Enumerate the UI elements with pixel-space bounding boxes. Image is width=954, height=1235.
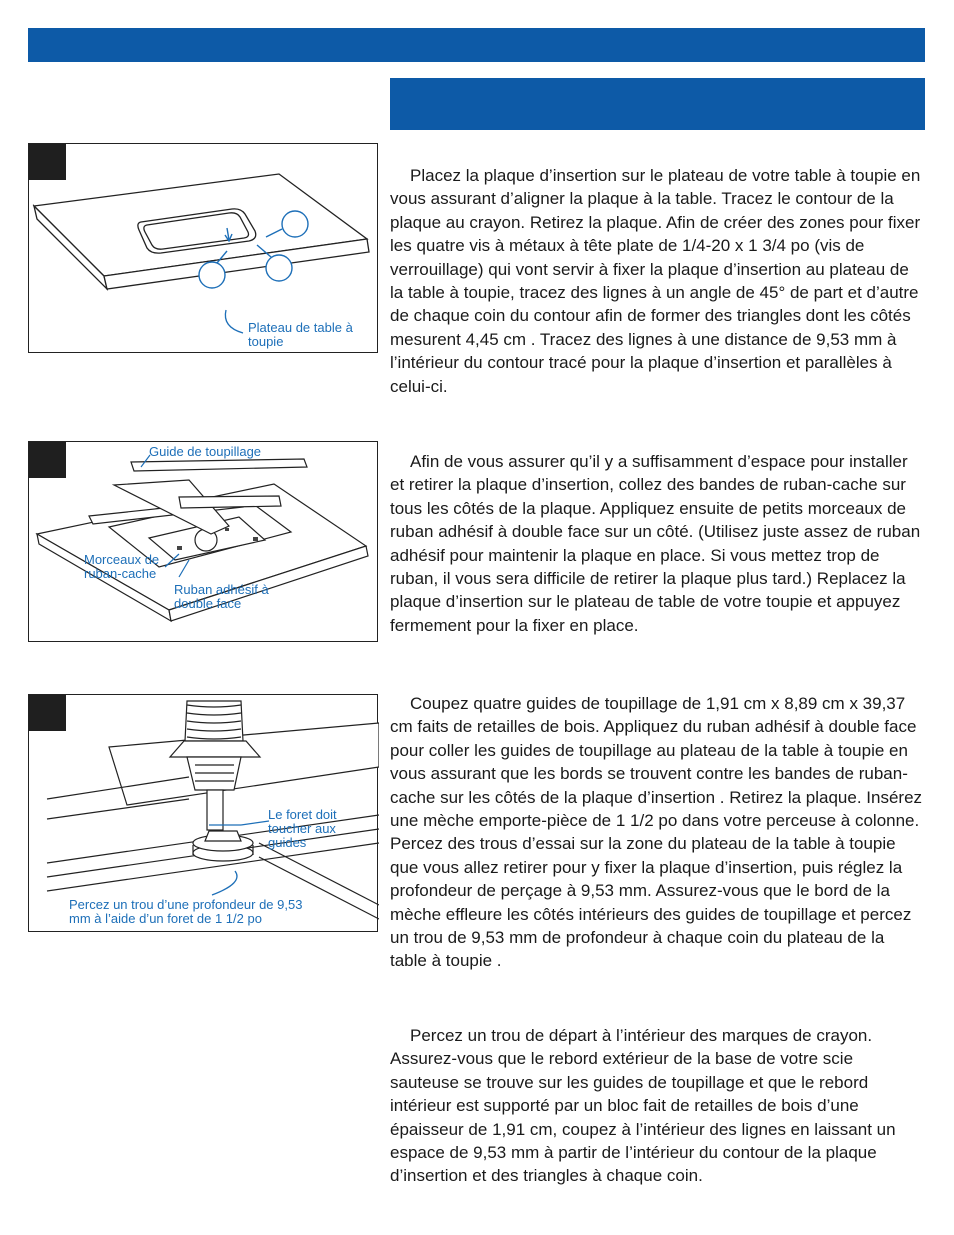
step-4-text: Percez un trou de départ à l’intérieur des marques de crayon. Assurez-vous que le rebord extérieur de la base de votre scie sauteuse se trouve sur les guides de toupillage et que le rebord intérieur est supporté par un bloc fait de retailles de bois d’une épaisseur de 1,91 cm, coupez à l’intérieur des lignes en laissant un espace de 9,53 mm à partir de l’intérieur du contour de la plaque d’insertion et des triangles à chaque coin. xyxy=(390,1026,896,1186)
figure-2 xyxy=(28,441,378,642)
callout-ruban-adhesif: Ruban adhésif à double face xyxy=(174,582,269,611)
callout-plateau-table: Plateau de table à toupie xyxy=(248,320,353,349)
step-2-text: Afin de vous assurer qu’il y a suffisamment d’espace pour installer et retirer la plaque d’insertion, collez des bandes de ruban-cache sur tous les côtés de la plaque. Appliquez ensuite de petits morceaux de ruban adhésif à double face sur un côté. (Utilisez juste assez de ruban adhésif pour maintenir la plaque en place. Si vous mettez trop de ruban, il vous sera difficile de retirer la plaque plus tard.) Replacez la plaque d’insertion sur le plateau de table de votre toupie et appuyez fermement pour la fixer en place. xyxy=(390,452,921,635)
step-number-tab-2 xyxy=(29,442,66,478)
figure-1 xyxy=(28,143,378,353)
section-title-bar xyxy=(390,78,925,130)
callout-percez-trou: Percez un trou d’une profondeur de 9,53 mm à l’aide d’un foret de 1 1/2 po xyxy=(69,897,303,926)
step-number-tab-1 xyxy=(29,144,66,180)
figure-2-illustration xyxy=(29,442,379,643)
step-1-text: Placez la plaque d’insertion sur le plateau de votre table à toupie en vous assurant d’aligner la plaque à la table. Tracez le contour de la plaque au crayon. Retirez la plaque. Afin de créer des zones pour fixer les quatre vis à métaux à tête plate de 1/4-20 x 1 3/4 po (vis de verrouillage) qui vont servir à fixer la plaque d’insertion au plateau de la table à toupie, tracez des lignes à un angle de 45° de part et d’autre de chaque coin du contour afin de former des triangles dont les côtés mesurent 4,45 cm . Tracez des lignes à une distance de 9,53 mm à l’intérieur du contour tracé pour la plaque d’insertion et parallèles à celui-ci. xyxy=(390,166,921,396)
top-header-bar xyxy=(28,28,925,62)
callout-guide-toupillage: Guide de toupillage xyxy=(149,444,262,459)
callout-morceaux-ruban-cache: Morceaux de ruban-cache xyxy=(84,552,160,581)
callout-foret-guides: Le foret doit toucher aux guides xyxy=(268,807,337,850)
step-3-text: Coupez quatre guides de toupillage de 1,91 cm x 8,89 cm x 39,37 cm faits de retailles de bois. Appliquez du ruban adhésif à double face pour coller les guides de toupillage au plateau de la table à toupie en vous assurant que les bords se trouvent contre les bandes de ruban-cache sur les côtés de la plaque d’insertion . Retirez la plaque. Insérez une mèche emporte-pièce de 1 1/2 po dans votre perceuse à colonne. Percez des trous d’essai sur la zone du plateau de la table à toupie que vous allez retirer pour y fixer la plaque d’insertion, puis réglez la profondeur de perçage à 9,53 mm. Assurez-vous que le bord de la mèche effleure les côtés intérieurs des guides de toupillage et percez un trou de 9,53 mm de profondeur à chaque coin du plateau de la table à toupie . xyxy=(390,694,923,971)
figure-3 xyxy=(28,694,378,932)
step-number-tab-3 xyxy=(29,695,66,731)
